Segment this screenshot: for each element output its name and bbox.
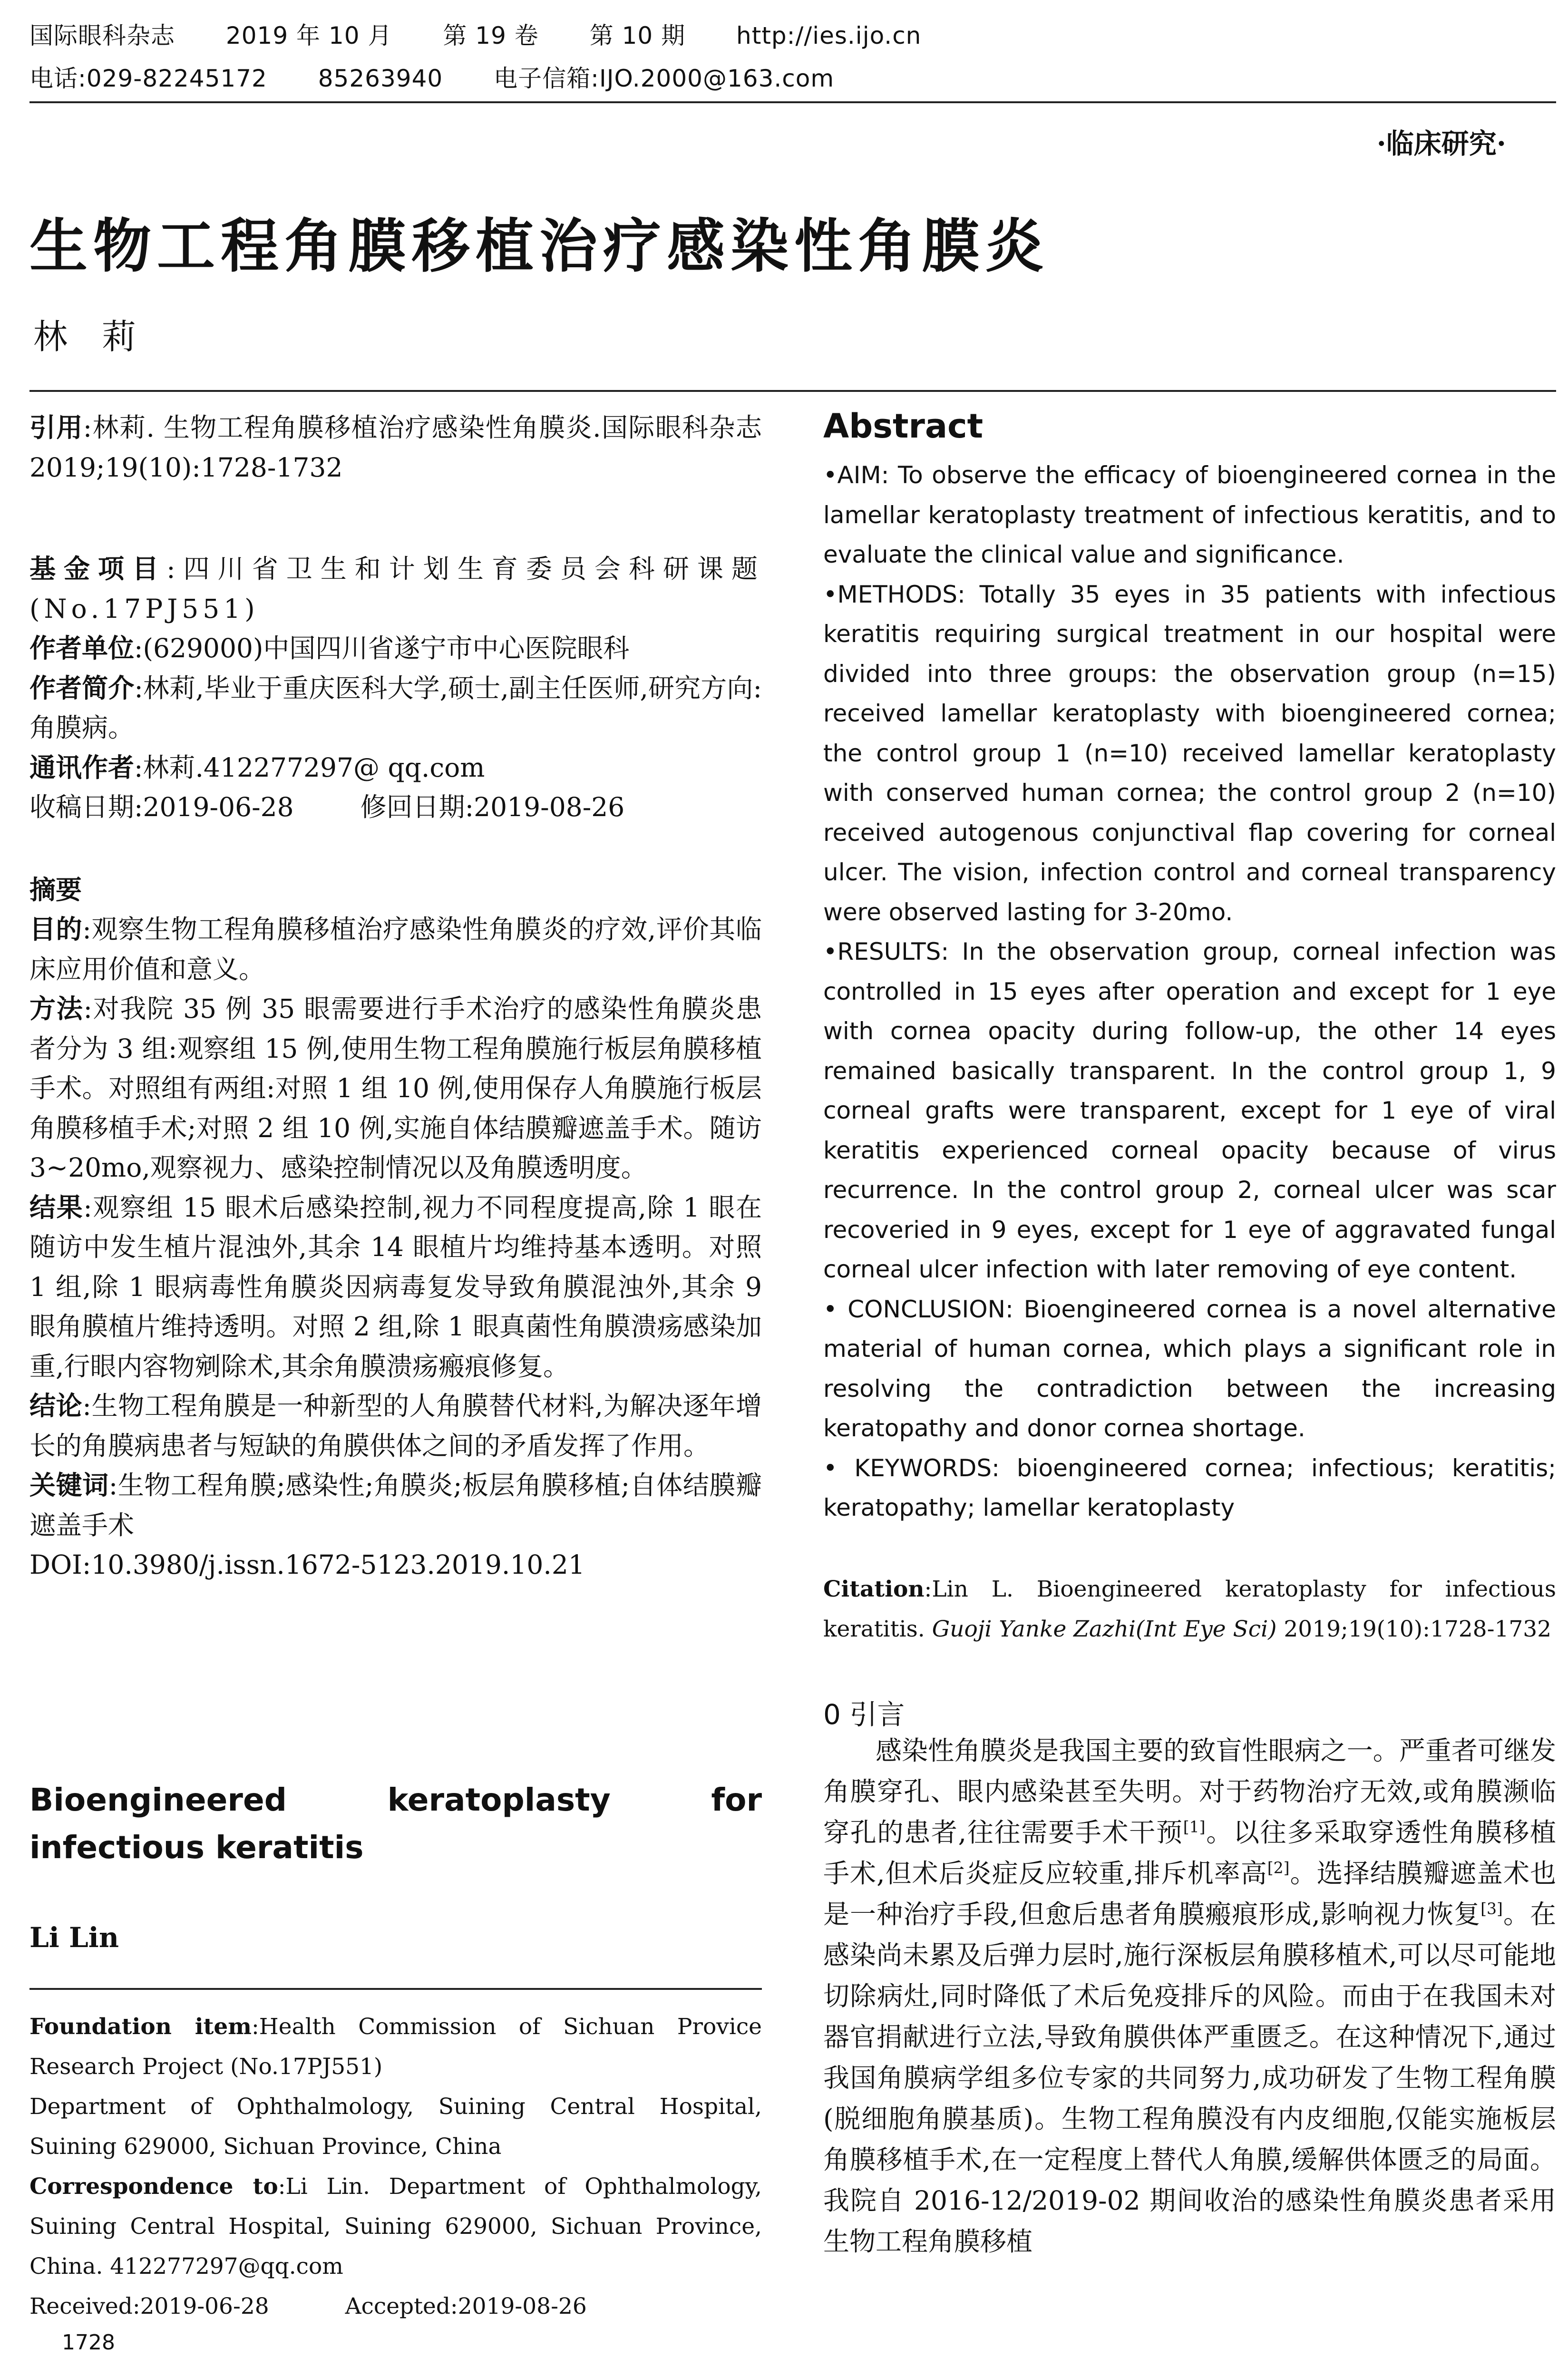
keywords-cn: 关键词:生物工程角膜;感染性;角膜炎;板层角膜移植;自体结膜瓣遮盖手术	[29, 1470, 762, 1540]
footnote-rule	[29, 1988, 762, 1990]
footnotes	[29, 2007, 762, 2327]
title-rule	[29, 390, 1556, 392]
abstract-methods-en: •METHODS: Totally 35 eyes in 35 patients with infectious keratitis requiring surgical treatment in our hospital were divided into three groups: the observation group (n=15) received lamellar keratoplasty with bioengineered cornea; the control group 1 (n=10) received lamellar keratoplasty with conserved human cornea; the control group 2 (n=10) received autogenous conjunctival flap covering for corneal ulcer. The vision, infection control and corneal transparency were observed lasting for 3-20mo.	[823, 580, 1556, 926]
author-bio: 作者简介:林莉,毕业于重庆医科大学,硕士,副主任医师,研究方向:角膜病。	[29, 672, 762, 743]
author-unit: 作者单位:(629000)中国四川省遂宁市中心医院眼科	[29, 633, 630, 663]
journal-name: 国际眼科杂志	[29, 22, 175, 49]
page-title: 生物工程角膜移植治疗感染性角膜炎	[29, 213, 1049, 280]
phone-2: 85263940	[318, 65, 443, 92]
doi: DOI:10.3980/j.issn.1672-5123.2019.10.21	[29, 1549, 585, 1580]
journal-url: http://ies.ijo.cn	[736, 22, 922, 49]
author: 林 莉	[33, 317, 136, 357]
english-author: Li Lin	[29, 1921, 119, 1954]
ref-1: [1]	[1183, 1817, 1206, 1836]
english-title: Bioengineered keratoplasty for infectious keratitis	[29, 1782, 762, 1866]
foundation-item-en: Foundation item:Health Commission of Sichuan Provice Research Project (No.17PJ551)	[29, 2014, 762, 2080]
abstract-en	[823, 456, 1556, 1528]
issue: 第 10 期	[589, 22, 686, 49]
dates-en: Received:2019-06-28 Accepted:2019-08-26	[29, 2293, 587, 2319]
department-en: Department of Ophthalmology, Suining Central Hospital, Suining 629000, Sichuan Province, China	[29, 2094, 762, 2160]
header-rule	[29, 101, 1556, 103]
abstract-aim-cn: 目的:观察生物工程角膜移植治疗感染性角膜炎的疗效,评价其临床应用价值和意义。	[29, 914, 762, 984]
citation-cn: 引用:林莉. 生物工程角膜移植治疗感染性角膜炎.国际眼科杂志 2019;19(10):1728-1732	[29, 412, 762, 483]
abstract-result-cn: 结果:观察组 15 眼术后感染控制,视力不同程度提高,除 1 眼在随访中发生植片混浊外,其余 14 眼植片均维持基本透明。对照 1 组,除 1 眼病毒性角膜炎因病毒复发导致角膜混浊外,其余 9 眼角膜植片维持透明。对照 2 组,除 1 眼真菌性角膜溃疡感染加重,行眼内容物剜除术,其余角膜溃疡瘢痕修复。	[29, 1192, 762, 1382]
ref-2: [2]	[1267, 1858, 1290, 1877]
section-label: ·临床研究·	[1376, 127, 1506, 160]
abstract-conclusion-en: • CONCLUSION: Bioengineered cornea is a novel alternative material of human cornea, which plays a significant role in resolving the contradiction between the increasing keratopathy and donor cornea shortage.	[823, 1295, 1556, 1442]
citation-en: Citation:Lin L. Bioengineered keratoplasty for infectious keratitis. Guoji Yanke Zazhi(Int Eye Sci) 2019;19(10):1728-1732	[823, 1576, 1556, 1642]
abstract-method-cn: 方法:对我院 35 例 35 眼需要进行手术治疗的感染性角膜炎患者分为 3 组:观察组 15 例,使用生物工程角膜施行板层角膜移植手术。对照组有两组:对照 1 组 10 例,使用保存人角膜施行板层角膜移植手术;对照 2 组 10 例,实施自体结膜瓣遮盖手术。随访 3~20mo,观察视力、感染控制情况以及角膜透明度。	[29, 994, 762, 1183]
journal-header-line2	[29, 62, 877, 95]
email: 电子信箱:IJO.2000@163.com	[494, 65, 835, 92]
intro-heading: 0 引言	[823, 1698, 905, 1731]
abstract-results-en: •RESULTS: In the observation group, corneal infection was controlled in 15 eyes after operation and except for 1 eye with cornea opacity during follow-up, the other 14 eyes remained basically transparent. In the control group 1, 9 corneal grafts were transparent, except for 1 eye of viral keratitis experienced corneal opacity because of virus recurrence. In the control group 2, corneal ulcer was scar recoveried in 9 eyes, except for 1 eye of aggravated fungal corneal ulcer infection with later removing of eye content.	[823, 938, 1556, 1283]
issue-date: 2019 年 10 月	[225, 22, 392, 49]
abstract-aim-en: •AIM: To observe the efficacy of bioengineered cornea in the lamellar keratoplasty treatment of infectious keratitis, and to evaluate the clinical value and significance.	[823, 461, 1556, 568]
phone: 电话:029-82245172	[29, 65, 267, 92]
abstract-keywords-en: • KEYWORDS: bioengineered cornea; infectious; keratitis; keratopathy; lamellar keratoplasty	[823, 1454, 1556, 1521]
correspondence-en: Correspondence to:Li Lin. Department of Ophthalmology, Suining Central Hospital, Suining 629000, Sichuan Province, China. 412277297@qq.com	[29, 2173, 762, 2280]
corresponding-author: 通讯作者:林莉.412277297@ qq.com	[29, 752, 485, 783]
page-number: 1728	[62, 2330, 115, 2355]
abstract-heading-en: Abstract	[823, 407, 984, 446]
fund-item: 基金项目:四川省卫生和计划生育委员会科研课题(No.17PJ551)	[29, 554, 762, 624]
volume: 第 19 卷	[443, 22, 539, 49]
abstract-heading-cn: 摘要	[29, 874, 82, 905]
ref-3: [3]	[1480, 1899, 1503, 1918]
left-column	[29, 408, 762, 1585]
intro-paragraph: 感染性角膜炎是我国主要的致盲性眼病之一。严重者可继发角膜穿孔、眼内感染甚至失明。对于药物治疗无效,或角膜濒临穿孔的患者,往往需要手术干预[1]。以往多采取穿透性角膜移植手术,但术后炎症反应较重,排斥机率高[2]。选择结膜瓣遮盖术也是一种治疗手段,但愈后患者角膜瘢痕形成,影响视力恢复[3]。在感染尚未累及后弹力层时,施行深板层角膜移植术,可以尽可能地切除病灶,同时降低了术后免疫排斥的风险。而由于在我国未对器官捐献进行立法,导致角膜供体严重匮乏。在这种情况下,通过我国角膜病学组多位专家的共同努力,成功研发了生物工程角膜(脱细胞角膜基质)。生物工程角膜没有内皮细胞,仅能实施板层角膜移植手术,在一定程度上替代人角膜,缓解供体匮乏的局面。我院自 2016-12/2019-02 期间收治的感染性角膜炎患者采用生物工程角膜移植	[823, 1735, 1556, 2257]
dates-cn: 收稿日期:2019-06-28 修回日期:2019-08-26	[29, 792, 625, 822]
journal-header-line1	[29, 19, 964, 52]
abstract-conclusion-cn: 结论:生物工程角膜是一种新型的人角膜替代材料,为解决逐年增长的角膜病患者与短缺的角膜供体之间的矛盾发挥了作用。	[29, 1391, 762, 1461]
